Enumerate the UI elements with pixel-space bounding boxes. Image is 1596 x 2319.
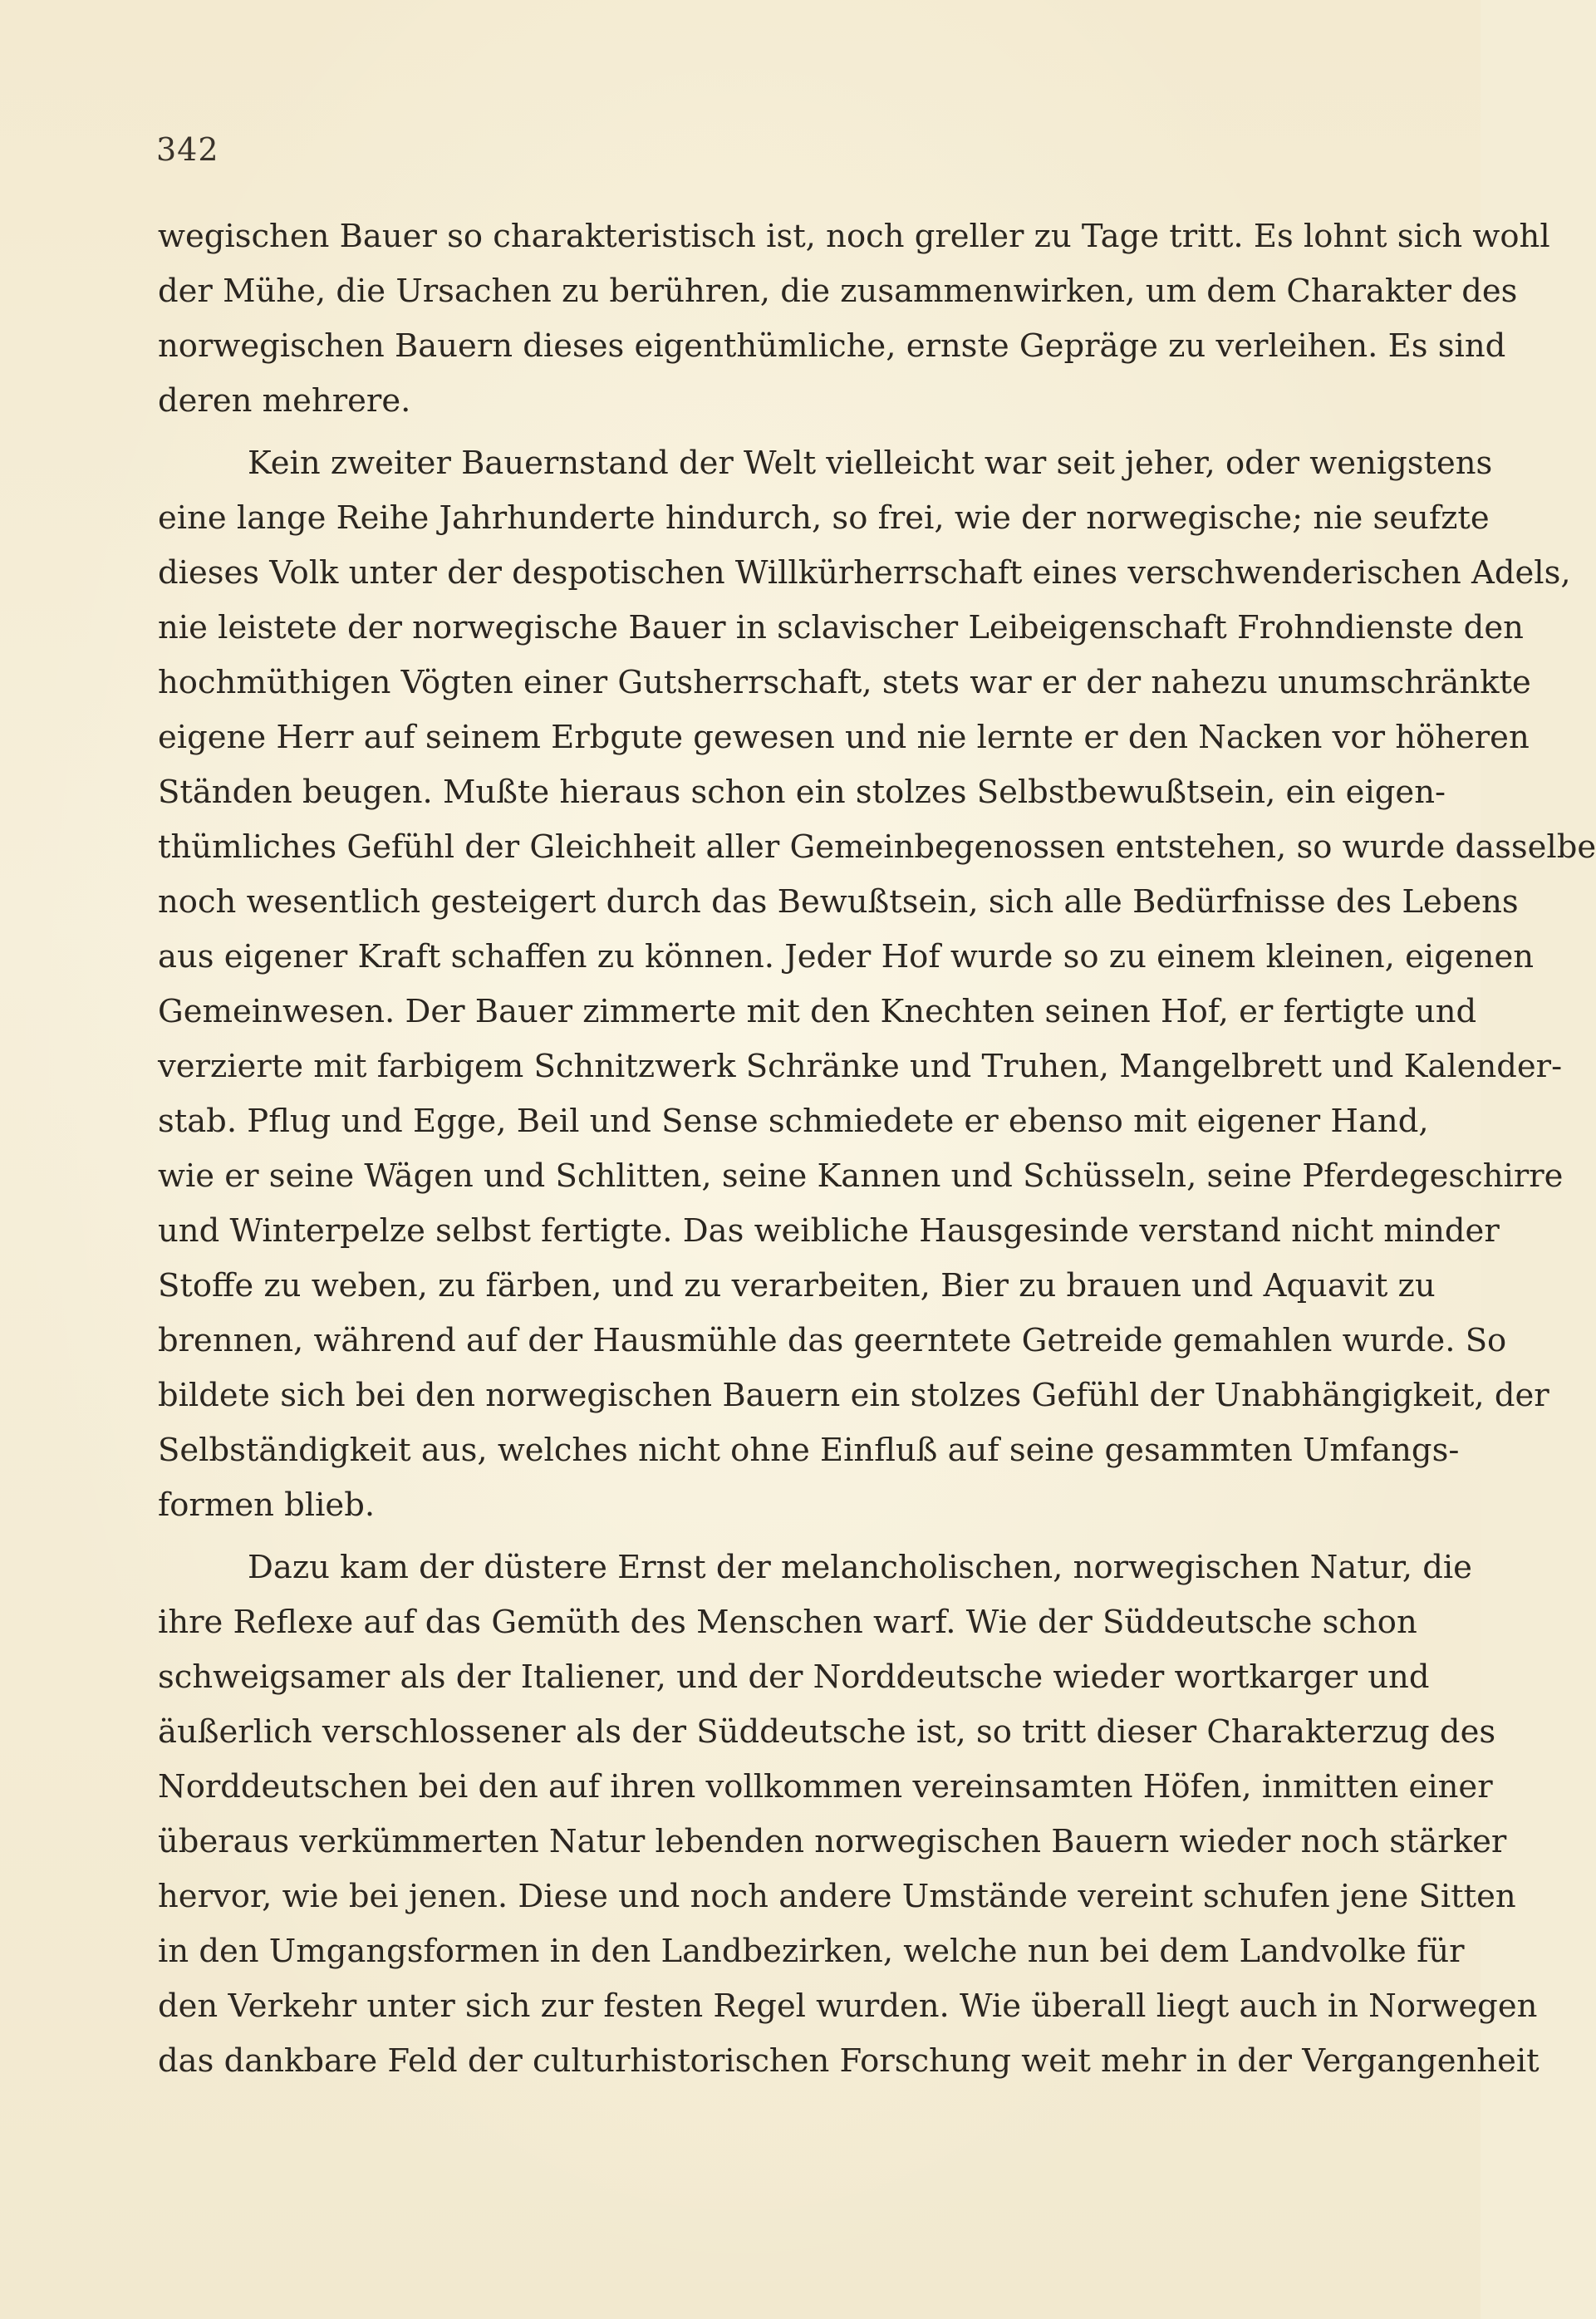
text-line: brennen, während auf der Hausmühle das geerntete Getreide gemahlen wurde. So bbox=[158, 1322, 1507, 1359]
text-line: formen blieb. bbox=[158, 1486, 376, 1524]
text-line: wegischen Bauer so charakteristisch ist, noch greller zu Tage tritt. Es lohnt sich wohl bbox=[158, 218, 1550, 255]
text-line: eigene Herr auf seinem Erbgute gewesen und nie lernte er den Nacken vor höheren bbox=[158, 719, 1530, 756]
paragraph-first-line: Dazu kam der düstere Ernst der melancholischen, norwegischen Natur, die bbox=[248, 1549, 1472, 1586]
text-line: noch wesentlich gesteigert durch das Bewußtsein, sich alle Bedürfnisse des Lebens bbox=[158, 883, 1519, 921]
text-line: deren mehrere. bbox=[158, 382, 411, 420]
text-line: eine lange Reihe Jahrhunderte hindurch, so frei, wie der norwegische; nie seufzte bbox=[158, 499, 1490, 537]
text-line: schweigsamer als der Italiener, und der Norddeutsche wieder wortkarger und bbox=[158, 1658, 1430, 1696]
text-line: Gemeinwesen. Der Bauer zimmerte mit den Knechten seinen Hof, er fertigte und bbox=[158, 993, 1477, 1030]
text-line: stab. Pflug und Egge, Beil und Sense schmiedete er ebenso mit eigener Hand, bbox=[158, 1103, 1429, 1140]
text-line: hochmüthigen Vögten einer Gutsherrschaft, stets war er der nahezu unumschränkte bbox=[158, 664, 1531, 701]
text-line: und Winterpelze selbst fertigte. Das weibliche Hausgesinde verstand nicht minder bbox=[158, 1212, 1500, 1250]
text-line: thümliches Gefühl der Gleichheit aller Gemeinbegenossen entstehen, so wurde dasselbe bbox=[158, 828, 1596, 866]
text-line: hervor, wie bei jenen. Diese und noch andere Umstände vereint schufen jene Sitten bbox=[158, 1878, 1516, 1915]
page-number: 342 bbox=[156, 131, 219, 168]
text-line: dieses Volk unter der despotischen Willkürherrschaft eines verschwenderischen Adels, bbox=[158, 554, 1571, 592]
text-line: den Verkehr unter sich zur festen Regel wurden. Wie überall liegt auch in Norwegen bbox=[158, 1987, 1538, 2025]
text-line: wie er seine Wägen und Schlitten, seine Kannen und Schüsseln, seine Pferdegeschirre bbox=[158, 1157, 1564, 1195]
text-line: in den Umgangsformen in den Landbezirken, welche nun bei dem Landvolke für bbox=[158, 1933, 1465, 1970]
text-line: ihre Reflexe auf das Gemüth des Menschen warf. Wie der Süddeutsche schon bbox=[158, 1604, 1417, 1641]
text-line: überaus verkümmerten Natur lebenden norwegischen Bauern wieder noch stärker bbox=[158, 1823, 1507, 1860]
text-line: Stoffe zu weben, zu färben, und zu verarbeiten, Bier zu brauen und Aquavit zu bbox=[158, 1267, 1436, 1304]
text-line: äußerlich verschlossener als der Süddeutsche ist, so tritt dieser Charakterzug des bbox=[158, 1713, 1496, 1751]
text-line: norwegischen Bauern dieses eigenthümliche, ernste Gepräge zu verleihen. Es sind bbox=[158, 327, 1506, 365]
text-line: Norddeutschen bei den auf ihren vollkommen vereinsamten Höfen, inmitten einer bbox=[158, 1768, 1493, 1806]
text-line: bildete sich bei den norwegischen Bauern ein stolzes Gefühl der Unabhängigkeit, der bbox=[158, 1377, 1549, 1414]
text-line: verzierte mit farbigem Schnitzwerk Schränke und Truhen, Mangelbrett und Kalender- bbox=[158, 1048, 1563, 1085]
text-line: Selbständigkeit aus, welches nicht ohne Einfluß auf seine gesammten Umfangs- bbox=[158, 1432, 1460, 1469]
text-line: das dankbare Feld der culturhistorischen Forschung weit mehr in der Vergangenheit bbox=[158, 2042, 1540, 2080]
text-line: nie leistete der norwegische Bauer in sclavischer Leibeigenschaft Frohndienste den bbox=[158, 609, 1524, 646]
text-line: aus eigener Kraft schaffen zu können. Jeder Hof wurde so zu einem kleinen, eigenen bbox=[158, 938, 1535, 975]
text-line: Ständen beugen. Mußte hieraus schon ein stolzes Selbstbewußtsein, ein eigen- bbox=[158, 774, 1446, 811]
paragraph-first-line: Kein zweiter Bauernstand der Welt vielleicht war seit jeher, oder wenigstens bbox=[248, 445, 1493, 482]
text-line: der Mühe, die Ursachen zu berühren, die zusammenwirken, um dem Charakter des bbox=[158, 273, 1518, 310]
